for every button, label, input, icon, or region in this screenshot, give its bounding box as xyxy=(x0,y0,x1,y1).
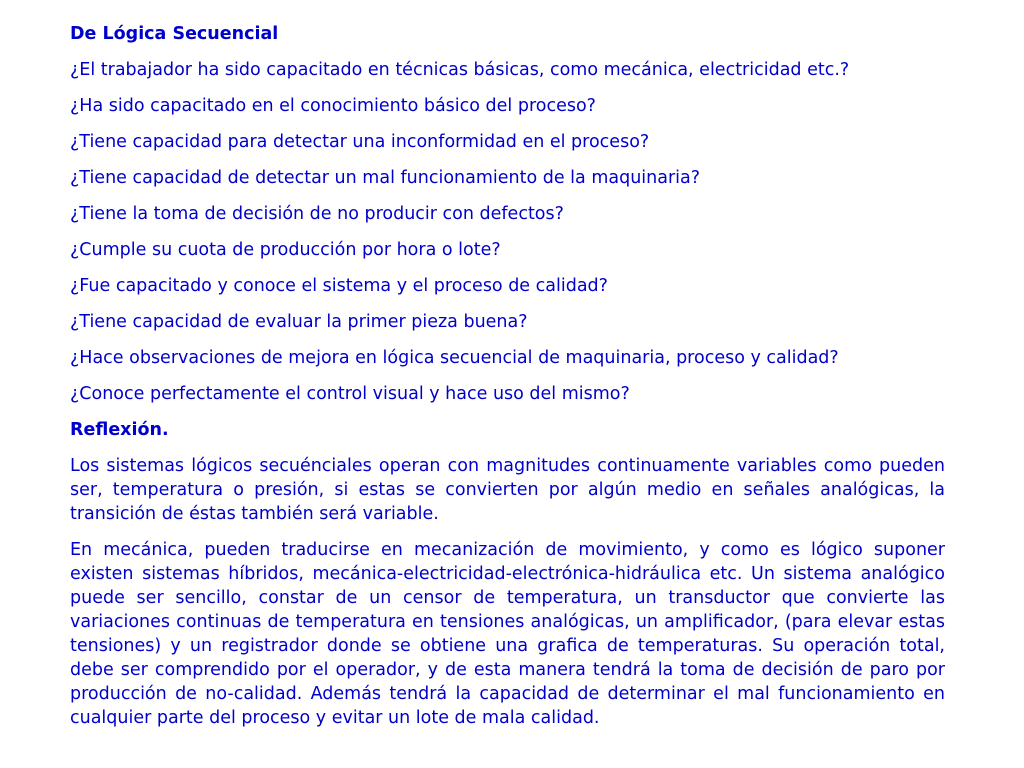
question-item: ¿Hace observaciones de mejora en lógica secuencial de maquinaria, proceso y calidad? xyxy=(70,348,839,368)
question-item: ¿Tiene capacidad para detectar una inconformidad en el proceso? xyxy=(70,132,650,152)
question-item: ¿Tiene capacidad de evaluar la primer pieza buena? xyxy=(70,312,528,332)
question-item: ¿Ha sido capacitado en el conocimiento básico del proceso? xyxy=(70,96,596,116)
section-title: De Lógica Secuencial xyxy=(70,24,279,44)
question-item: ¿Tiene la toma de decisión de no producir con defectos? xyxy=(70,204,564,224)
question-item: ¿El trabajador ha sido capacitado en técnicas básicas, como mecánica, electricidad etc.? xyxy=(70,60,850,80)
reflection-paragraph: Los sistemas lógicos secuénciales operan con magnitudes continuamente variables como pueden ser, temperatura o presión, si estas se convierten por algún medio en señales analógicas, la transición de éstas también será variable. xyxy=(70,456,945,524)
question-item: ¿Cumple su cuota de producción por hora o lote? xyxy=(70,240,501,260)
slide-content xyxy=(70,22,945,742)
reflection-paragraph: En mecánica, pueden traducirse en mecanización de movimiento, y como es lógico suponer existen sistemas híbridos, mecánica-electricidad-electrónica-hidráulica etc. Un sistema analógico puede ser sencillo, constar de un censor de temperatura, un transductor que convierte las variaciones continuas de temperatura en tensiones analógicas, un amplificador, (para elevar estas tensiones) y un registrador donde se obtiene una grafica de temperaturas. Su operación total, debe ser comprendido por el operador, y de esta manera tendrá la toma de decisión de paro por producción de no-calidad. Además tendrá la capacidad de determinar el mal funcionamiento en cualquier parte del proceso y evitar un lote de mala calidad. xyxy=(70,540,945,728)
reflection-title: Reflexión. xyxy=(70,420,169,440)
question-item: ¿Conoce perfectamente el control visual y hace uso del mismo? xyxy=(70,384,630,404)
question-item: ¿Tiene capacidad de detectar un mal funcionamiento de la maquinaria? xyxy=(70,168,701,188)
question-item: ¿Fue capacitado y conoce el sistema y el proceso de calidad? xyxy=(70,276,608,296)
